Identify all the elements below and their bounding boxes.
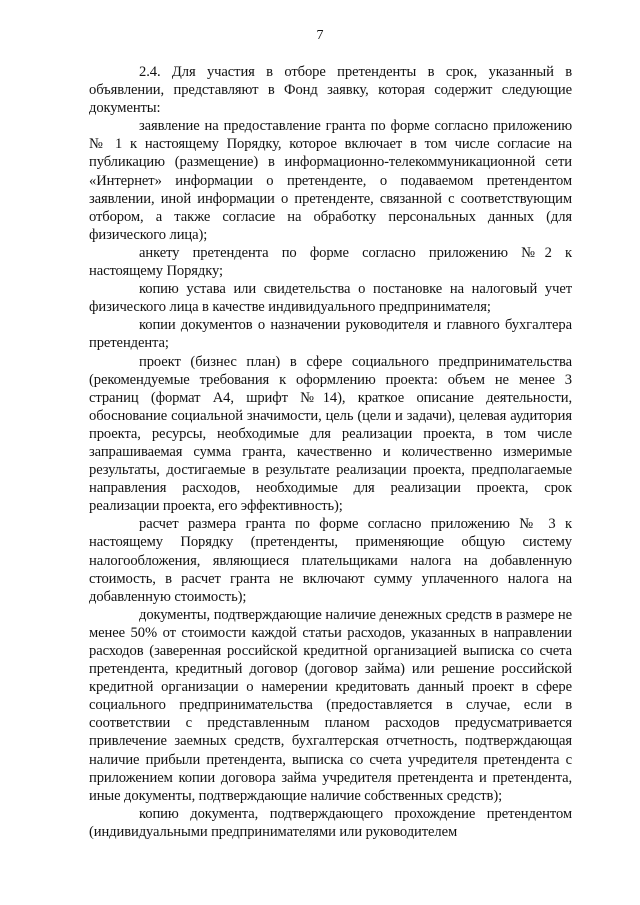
paragraph-application-form: заявление на предоставление гранта по форме согласно приложению № 1 к настоящему Порядку, которое включает в том числе согласие на публикацию (размещение) в информационно-телекоммуникационной сети «Интернет» информации о претенденте, о подаваемом претендентом заявлении, иной информации о претенденте, связанной с соответствующим отбором, а также согласие на обработку персональных данных (для физического лица); xyxy=(89,118,572,243)
page-number: 7 xyxy=(316,28,324,43)
paragraph-grant-calculation: расчет размера гранта по форме согласно приложению № 3 к настоящему Порядку (претенденты, применяющие общую систему налогообложения, являющиеся плательщиками налога на добавленную стоимость, в расчет гранта не включают сумму уплаченного налога на добавленную стоимость); xyxy=(89,516,572,605)
paragraph-business-plan: проект (бизнес план) в сфере социального предпринимательства (рекомендуемые требования к оформлению проекта: объем не менее 3 страниц (формат А4, шрифт №14), краткое описание деятельности, обоснование социальной значимости, цель (цели и задачи), целевая аудитория проекта, ресурсы, необходимые для реализации проекта, в том числе запрашиваемая сумма гранта, качественно и количественно измеримые результаты, достигаемые в результате реализации проекта, предполагаемые направления расходов, необходимые для реализации проекта, срок реализации проекта, его эффективность); xyxy=(89,353,572,515)
paragraph-appointment-docs: копии документов о назначении руководителя и главного бухгалтера претендента; xyxy=(89,317,572,352)
paragraph-questionnaire: анкету претендента по форме согласно приложению №2 к настоящему Порядку; xyxy=(89,244,572,280)
document-body xyxy=(89,63,572,841)
paragraph-charter-copy: копию устава или свидетельства о постановке на налоговый учет физического лица в качестве индивидуального предпринимателя; xyxy=(89,281,572,316)
paragraph-funds-confirmation: документы, подтверждающие наличие денежных средств в размере не менее 50% от стоимости каждой статьи расходов, указанных в направлении расходов (заверенная российской кредитной организацией выписка со счета претендента, кредитный договор (договор займа) или решение российской кредитной организации о намерении кредитовать данный проект в сфере социального предпринимательства (предоставляется в случае, если в соответствии с представленным планом расходов предусматривается привлечение заемных средств, бухгалтерская отчетность, подтверждающая наличие прибыли претендента, выписка со счета учредителя претендента с приложением копии договора займа учредителя претендента и претендента, иные документы, подтверждающие наличие собственных средств); xyxy=(89,606,572,804)
paragraph-training-document: копию документа, подтверждающего прохождение претендентом (индивидуальными предпринимателями или руководителем xyxy=(89,805,572,840)
paragraph-section-2-4: 2.4. Для участия в отборе претенденты в срок, указанный в объявлении, представляют в Фонд заявку, которая содержит следующие документы: xyxy=(89,64,572,117)
